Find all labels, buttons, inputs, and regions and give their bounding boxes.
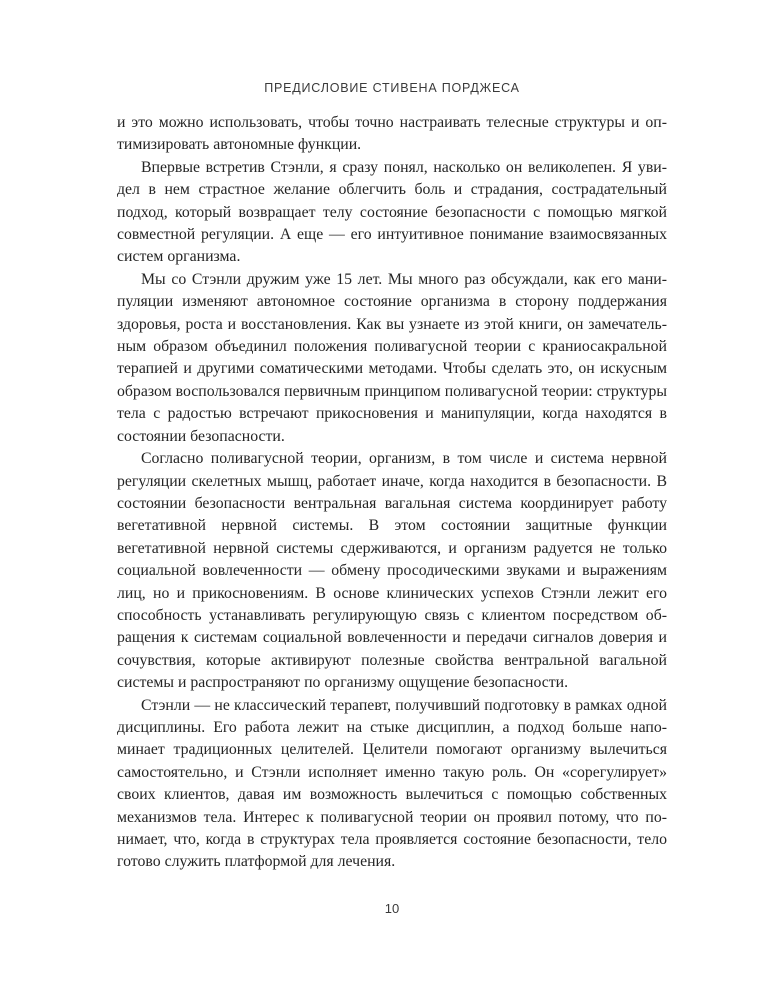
- paragraph: Согласно поливагусной теории, организм, в том числе и система нервной регуляции скелетных мышц, работает иначе, когда находится в безопасности. В состоянии безопасности вентральная вагальная система координирует работу вегетативной нервной системы. В этом состоянии защитные функции вегетативной нервной системы сдерживаются, и организм радуется не только социальной вовлеченности — обмену просодическими звуками и выражениям лиц, но и прикосновениям. В основе клинических успехов Стэнли лежит его способность устанавливать регулирующую связь с клиентом посредством обращения к системам социальной вовлеченности и передачи сигналов доверия и сочувствия, которые активируют полезные свойства вентральной вагальной системы и распространяют по организму ощущение безопасности.: [117, 450, 667, 692]
- paragraph: Впервые встретив Стэнли, я сразу понял, насколько он великолепен. Я увидел в нем страстное желание облегчить боль и страдания, сострадательный подход, который возвращает телу состояние безопасности с помощью мягкой совместной регуляции. А еще — его интуитивное понимание взаимосвязанных систем организма.: [117, 158, 667, 266]
- paragraph: Мы со Стэнли дружим уже 15 лет. Мы много раз обсуждали, как его манипуляции изменяют автономное состояние организма в сторону поддержания здоровья, роста и восстановления. Как вы узнаете из этой книги, он замечательным образом объединил положения поливагусной теории с краниосакральной терапией и другими соматическими методами. Чтобы сделать это, он искусным образом воспользовался первичным принципом поливагусной теории: структуры тела с радостью встречают прикосновения и манипуляции, когда находятся в состоянии безопасности.: [117, 270, 667, 445]
- page-number: 10: [384, 901, 400, 916]
- paragraph-continuation: и это можно использовать, чтобы точно настраивать телесные структуры и оптимизировать автономные функции.: [117, 114, 667, 154]
- paragraph: Стэнли — не классический терапевт, получивший подготовку в рамках одной дисциплины. Его работа лежит на стыке дисциплин, а подход больше напоминает традиционных целителей. Целители помогают организму вылечиться самостоятельно, и Стэнли исполняет именно такую роль. Он «сорегулирует» своих клиентов, давая им возможность вылечиться с помощью собственных механизмов тела. Интерес к поливагусной теории он проявил потому, что понимает, что, когда в структурах тела проявляется состояние безопасности, тело готово служить платформой для лечения.: [117, 696, 667, 871]
- running-head: ПРЕДИСЛОВИЕ СТИВЕНА ПОРДЖЕСА: [264, 81, 520, 95]
- body-text: [117, 112, 667, 874]
